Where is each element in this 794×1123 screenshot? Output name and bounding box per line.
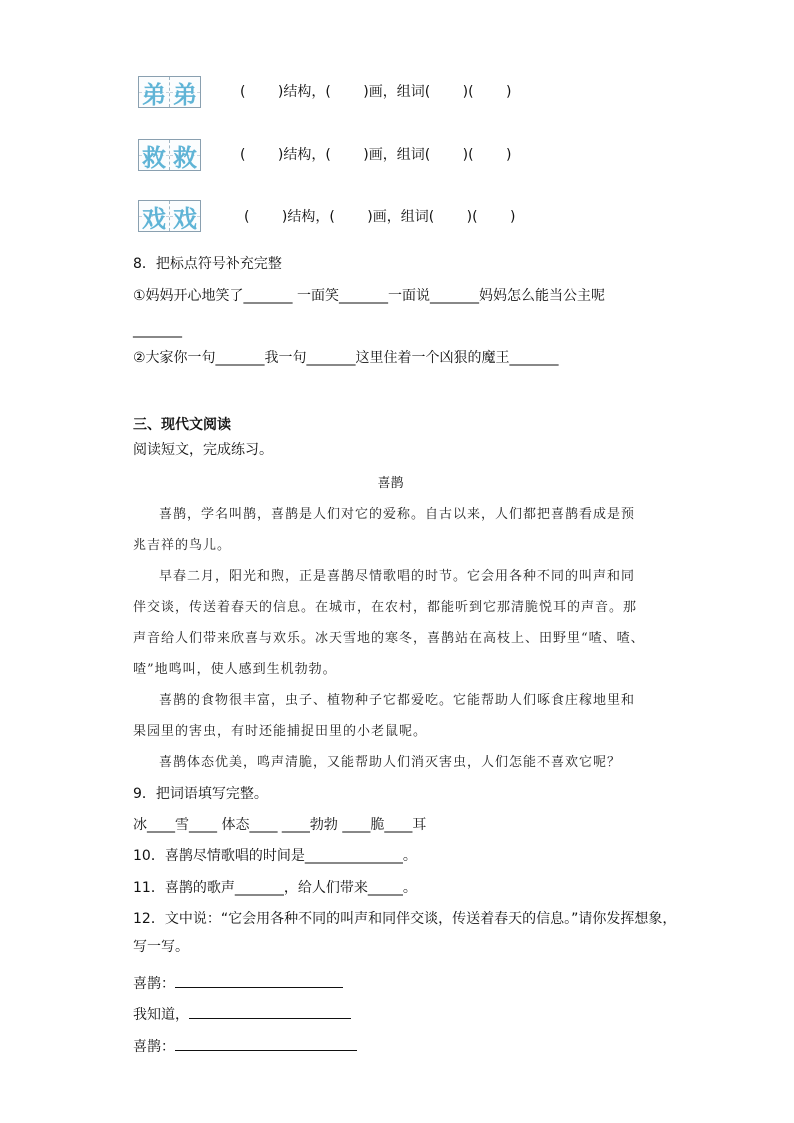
q8-line-1-cont: _______ [133, 322, 182, 338]
char-row-2-text: ( )结构，( )画，组词( )( ) [240, 147, 512, 163]
answer-label: 我知道， [133, 1007, 189, 1023]
passage-paragraph: 早春二月，阳光和煦，正是喜鹊尽情歌唱的时节。它会用各种不同的叫声和同伴交谈，传送着春天的信息。在城市，在农村，都能听到它那清脆悦耳的声音。那声音给人们带来欣喜与欢乐。冰天雪地的寒冬，喜鹊站在高枝上、田野里“喳、喳、喳”地鸣叫，使人感到生机勃勃。 [133, 569, 645, 677]
char-row-3-text: ( )结构，( )画，组词( )( ) [244, 209, 516, 225]
char-cell: 救 [139, 140, 169, 170]
char-cell: 戏 [139, 201, 169, 231]
q9-title: 9．把词语填写完整。 [133, 786, 268, 802]
q11: 11．喜鹊的歌声_______，给人们带来_____。 [133, 880, 417, 896]
answer-label: 喜鹊： [133, 1039, 175, 1055]
char-cell: 救 [169, 140, 200, 170]
char-box-3 [138, 200, 201, 232]
answer-row-2 [133, 1004, 351, 1025]
answer-blank[interactable] [189, 1004, 351, 1019]
q9-line: 冰____雪____ 体态____ ____勃勃 ____脆____耳 [133, 817, 427, 833]
char-row-1-text: ( )结构，( )画，组词( )( ) [240, 84, 512, 100]
passage-paragraph: 喜鹊，学名叫鹊，喜鹊是人们对它的爱称。自古以来，人们都把喜鹊看成是预兆吉祥的鸟儿。 [133, 507, 636, 553]
section-title: 三、现代文阅读 [133, 417, 231, 433]
answer-blank[interactable] [175, 1036, 357, 1051]
char-box-1 [138, 76, 201, 108]
answer-row-1 [133, 973, 343, 994]
q10: 10．喜鹊尽情歌唱的时间是______________。 [133, 848, 417, 864]
q12-line-1: 12．文中说：“它会用各种不同的叫声和同伴交谈，传送着春天的信息。”请你发挥想象， [133, 911, 677, 927]
q12-line-2: 写一写。 [133, 939, 189, 955]
q8-line-1: ①妈妈开心地笑了_______ 一面笑_______一面说_______妈妈怎么能当公主呢 [133, 288, 605, 304]
section-instruction: 阅读短文，完成练习。 [133, 442, 273, 458]
char-cell: 戏 [169, 201, 200, 231]
char-cell: 弟 [139, 77, 169, 107]
q8-line-2: ②大家你一句_______我一句_______这里住着一个凶狠的魔王_______ [133, 350, 559, 366]
char-box-2 [138, 139, 201, 171]
answer-row-3 [133, 1036, 357, 1057]
answer-label: 喜鹊： [133, 976, 175, 992]
passage-paragraph: 喜鹊的食物很丰富，虫子、植物种子它都爱吃。它能帮助人们啄食庄稼地里和果园里的害虫，有时还能捕捉田里的小老鼠呢。 [133, 693, 636, 739]
passage-title: 喜鹊 [377, 476, 404, 491]
char-cell: 弟 [169, 77, 200, 107]
answer-blank[interactable] [175, 973, 343, 988]
passage-paragraph: 喜鹊体态优美，鸣声清脆，又能帮助人们消灭害虫，人们怎能不喜欢它呢？ [159, 755, 622, 770]
q8-title: 8．把标点符号补充完整 [133, 256, 282, 272]
